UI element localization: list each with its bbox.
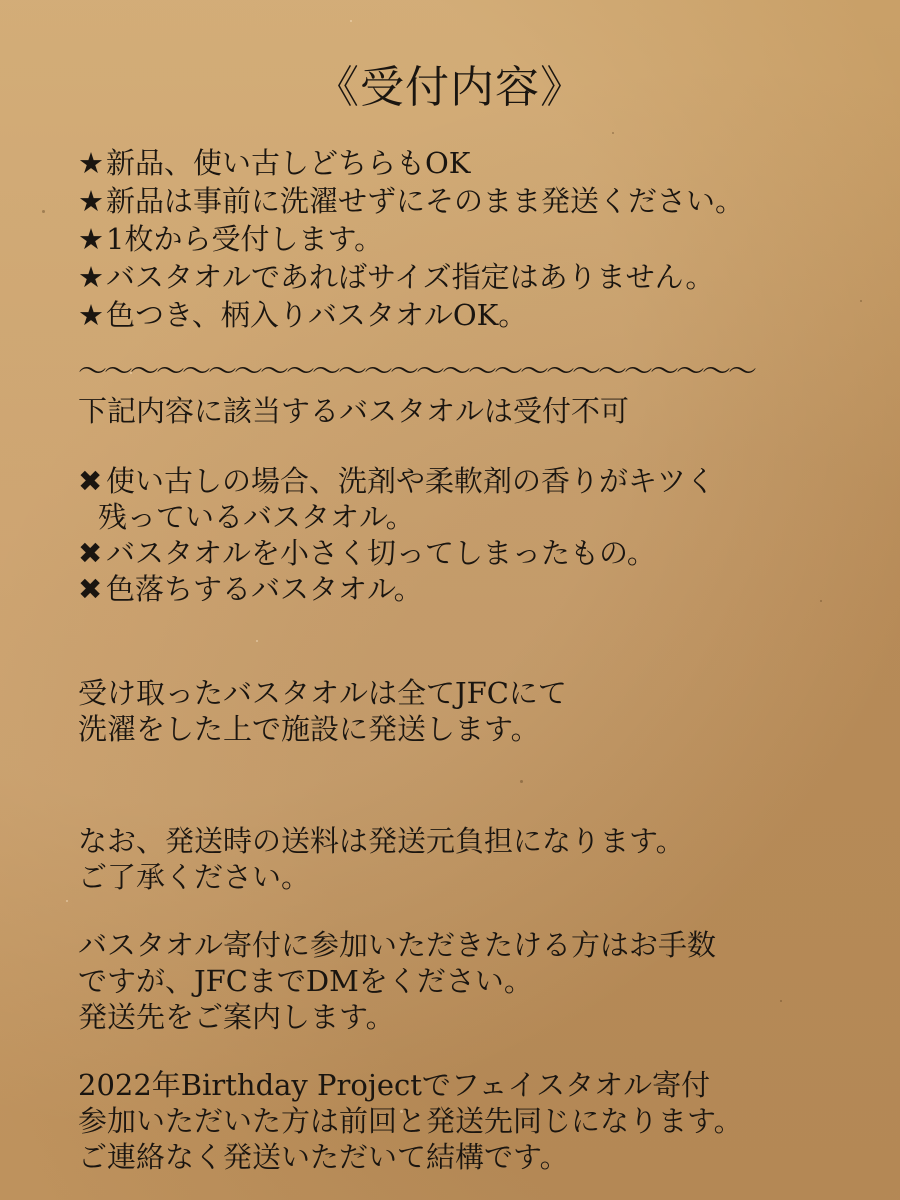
not-accepted-item-continuation: 残っているバスタオル。 xyxy=(98,500,415,534)
paper-texture-speck xyxy=(350,20,352,22)
cross-icon: ✖ xyxy=(78,536,103,570)
accepted-item: ★新品、使い古しどちらもOK xyxy=(78,146,471,180)
contact-note-line: バスタオル寄付に参加いただきたける方はお手数 xyxy=(78,928,717,962)
wave-divider: ～～～～～～～～～～～～～～～～～～～～～～～～～～ xyxy=(78,354,755,388)
paper-texture-speck xyxy=(520,780,523,783)
not-accepted-heading: 下記内容に該当するバスタオルは受付不可 xyxy=(78,394,630,428)
paper-texture-speck xyxy=(66,900,68,902)
paper-texture-speck xyxy=(42,210,45,213)
previous-note-line: 参加いただいた方は前回と発送先同じになります。 xyxy=(78,1104,743,1138)
star-icon: ★ xyxy=(78,260,104,294)
accepted-item: ★色つき、柄入りバスタオルOK。 xyxy=(78,298,528,332)
cross-icon: ✖ xyxy=(78,572,103,606)
shipping-note-line: なお、発送時の送料は発送元負担になります。 xyxy=(78,824,685,858)
paper-texture-speck xyxy=(256,640,258,642)
not-accepted-item: ✖ 色落ちするバスタオル。 xyxy=(78,572,423,606)
laundry-note-line: 受け取ったバスタオルは全てJFCにて xyxy=(78,676,567,710)
accepted-item: ★バスタオルであればサイズ指定はありません。 xyxy=(78,260,715,294)
laundry-note-line: 洗濯をした上で施設に発送します。 xyxy=(78,712,540,746)
star-icon: ★ xyxy=(78,184,104,218)
star-icon: ★ xyxy=(78,222,104,256)
shipping-note-line: ご了承ください。 xyxy=(78,860,311,894)
star-icon: ★ xyxy=(78,298,104,332)
contact-note-line: 発送先をご案内します。 xyxy=(78,1000,395,1034)
page-title: 《受付内容》 xyxy=(315,62,585,113)
not-accepted-item: ✖ 使い古しの場合、洗剤や柔軟剤の香りがキツく xyxy=(78,464,716,498)
not-accepted-item: ✖ バスタオルを小さく切ってしまったもの。 xyxy=(78,536,656,570)
paper-texture-speck xyxy=(612,132,614,134)
cross-icon: ✖ xyxy=(78,464,103,498)
star-icon: ★ xyxy=(78,146,104,180)
accepted-item: ★1枚から受付します。 xyxy=(78,222,384,256)
previous-note-line: 2022年Birthday Projectでフェイスタオル寄付 xyxy=(78,1068,711,1102)
accepted-item: ★新品は事前に洗濯せずにそのまま発送ください。 xyxy=(78,184,745,218)
previous-note-line: ご連絡なく発送いただいて結構です。 xyxy=(78,1140,569,1174)
contact-note-line: ですが、JFCまでDMをください。 xyxy=(78,964,533,998)
